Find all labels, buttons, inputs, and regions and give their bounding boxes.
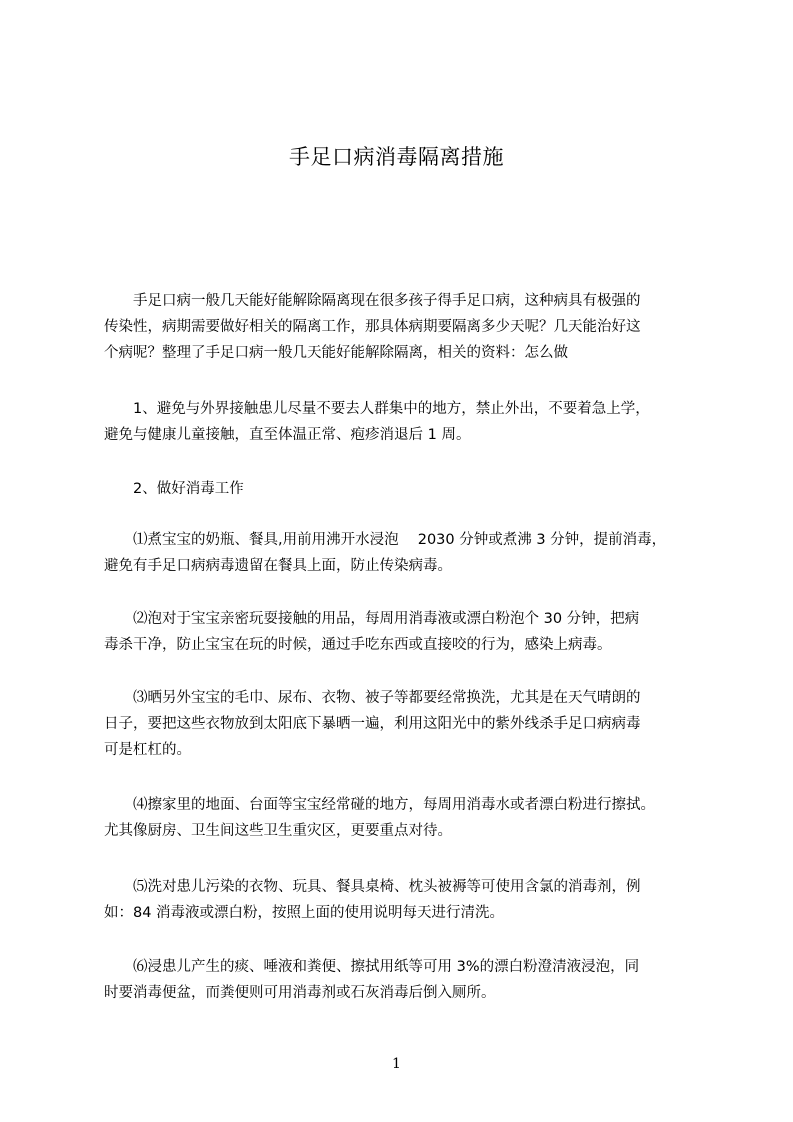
text-line: 避免与健康儿童接触，直至体温正常、疱疹消退后 1 周。 bbox=[104, 427, 471, 443]
text-line: ⑹浸患儿产生的痰、唾液和粪便、擦拭用纸等可用 3%的漂白粉澄清液浸泡，同 bbox=[104, 959, 640, 975]
paragraph-item-2-1 bbox=[104, 527, 718, 579]
text-line: 时要消毒便盆，而粪便则可用消毒剂或石灰消毒后倒入厕所。 bbox=[104, 985, 496, 1001]
paragraph-item-2-2 bbox=[104, 606, 718, 658]
paragraph-intro bbox=[104, 288, 718, 366]
paragraph-item-2-3 bbox=[104, 685, 718, 763]
text-line: ⑷擦家里的地面、台面等宝宝经常碰的地方，每周用消毒水或者漂白粉进行擦拭。 bbox=[104, 797, 655, 813]
text-line: ⑴煮宝宝的奶瓶、餐具,用前用沸开水浸泡 2030 分钟或煮沸 3 分钟，提前消毒， bbox=[104, 532, 667, 548]
text-line: 可是杠杠的。 bbox=[104, 742, 191, 758]
text-line: ⑶晒另外宝宝的毛巾、尿布、衣物、被子等都要经常换洗，尤其是在天气晴朗的 bbox=[104, 690, 641, 706]
text-line: ⑸洗对患儿污染的衣物、玩具、餐具桌椅、枕头被褥等可使用含氯的消毒剂，例 bbox=[104, 879, 641, 895]
text-line: 如：84 消毒液或漂白粉，按照上面的使用说明每天进行清洗。 bbox=[104, 905, 505, 921]
text-line: 2、做好消毒工作 bbox=[104, 481, 244, 497]
text-line: 传染性，病期需要做好相关的隔离工作，那具体病期要隔离多少天呢？几天能治好这 bbox=[104, 319, 641, 335]
paragraph-item-2-5 bbox=[104, 874, 718, 926]
paragraph-item-2-4 bbox=[104, 792, 718, 844]
page-number: 1 bbox=[392, 1056, 401, 1072]
document-title: 手足口病消毒隔离措施 bbox=[289, 145, 504, 169]
paragraph-item-1 bbox=[104, 396, 718, 448]
paragraph-item-2-6 bbox=[104, 954, 718, 1006]
text-line: 尤其像厨房、卫生间这些卫生重灾区，更要重点对待。 bbox=[104, 823, 452, 839]
text-line: 1、避免与外界接触患儿尽量不要去人群集中的地方，禁止外出，不要着急上学， bbox=[104, 401, 650, 417]
text-line: 个病呢？整理了手足口病一般几天能好能解除隔离，相关的资料：怎么做 bbox=[104, 345, 568, 361]
text-line: 避免有手足口病病毒遗留在餐具上面，防止传染病毒。 bbox=[104, 558, 452, 574]
text-line: 毒杀干净，防止宝宝在玩的时候，通过手吃东西或直接咬的行为，感染上病毒。 bbox=[104, 637, 612, 653]
text-line: 手足口病一般几天能好能解除隔离现在很多孩子得手足口病，这种病具有极强的 bbox=[104, 293, 641, 309]
text-line: ⑵泡对于宝宝亲密玩耍接触的用品，每周用消毒液或漂白粉泡个 30 分钟，把病 bbox=[104, 611, 640, 627]
text-line: 日子，要把这些衣物放到太阳底下暴晒一遍，利用这阳光中的紫外线杀手足口病病毒 bbox=[104, 716, 641, 732]
paragraph-item-2 bbox=[104, 476, 718, 502]
